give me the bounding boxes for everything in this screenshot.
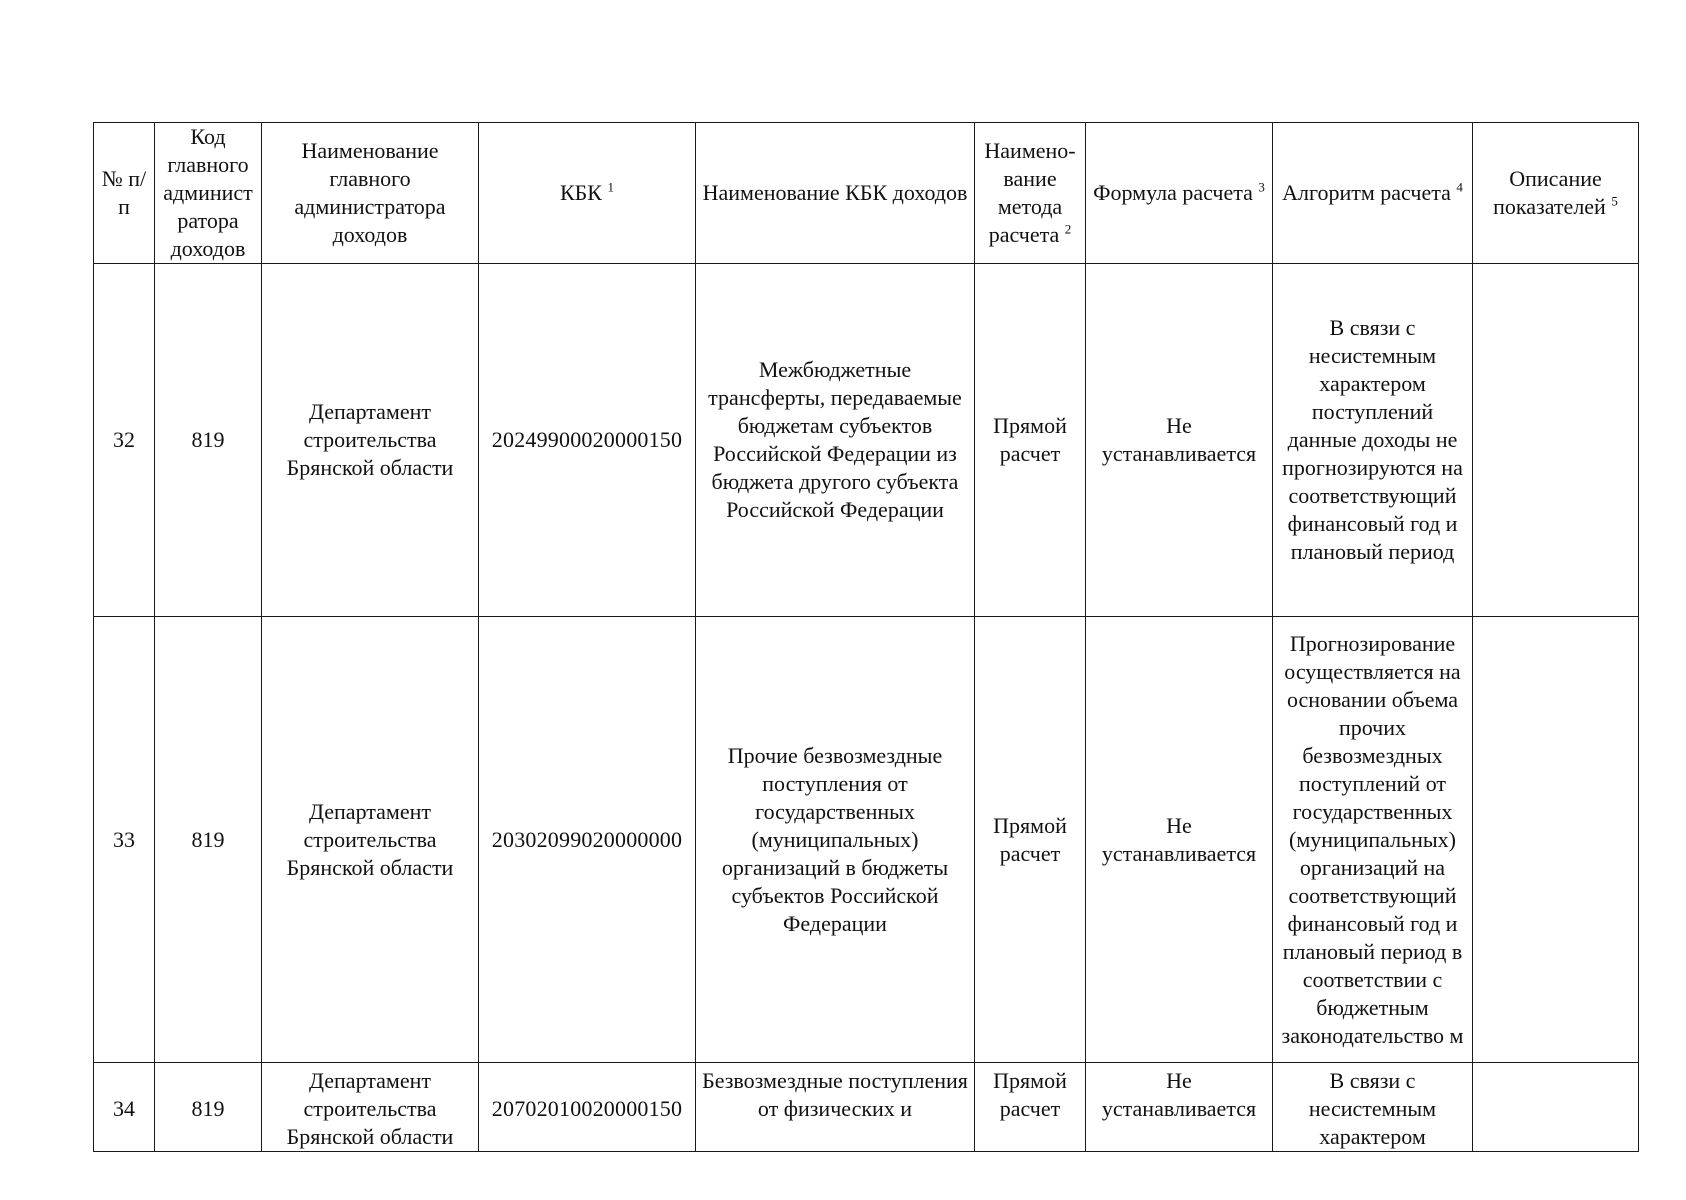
row-admin-code: 819 xyxy=(155,264,262,617)
table-row xyxy=(94,264,1639,617)
header-algorithm-label: Алгоритм расчета xyxy=(1282,180,1451,205)
row-number: 32 xyxy=(94,264,155,617)
row-method: Прямой расчет xyxy=(975,1063,1086,1152)
header-number: № п/п xyxy=(94,123,155,264)
row-method: Прямой расчет xyxy=(975,264,1086,617)
row-formula: Не устанавливается xyxy=(1086,264,1273,617)
row-kbk: 20249900020000150 xyxy=(479,264,696,617)
row-algorithm: В связи с несистемным характером xyxy=(1273,1063,1473,1152)
header-admin-code: Код главного админист ратора доходов xyxy=(155,123,262,264)
row-number: 34 xyxy=(94,1063,155,1152)
header-kbk-label: КБК xyxy=(560,180,602,205)
header-kbk-footnote: 1 xyxy=(607,179,614,195)
table-row xyxy=(94,1063,1639,1152)
header-formula xyxy=(1086,123,1273,264)
row-kbk: 20702010020000150 xyxy=(479,1063,696,1152)
header-formula-footnote: 3 xyxy=(1258,179,1265,195)
header-description-footnote: 5 xyxy=(1611,193,1618,209)
row-description xyxy=(1473,617,1639,1063)
row-algorithm: В связи с несистемным характером поступлений данные доходы не прогнозируются на соответствующий финансовый год и плановый период xyxy=(1273,264,1473,617)
header-algorithm xyxy=(1273,123,1473,264)
header-description-label: Описание показателей xyxy=(1493,166,1606,219)
header-description xyxy=(1473,123,1639,264)
header-admin-name: Наименование главного администратора доходов xyxy=(262,123,479,264)
header-formula-label: Формула расчета xyxy=(1093,180,1253,205)
row-admin-name: Департамент строительства Брянской области xyxy=(262,264,479,617)
row-kbk: 20302099020000000 xyxy=(479,617,696,1063)
header-method xyxy=(975,123,1086,264)
row-formula: Не устанавливается xyxy=(1086,1063,1273,1152)
row-admin-name: Департамент строительства Брянской области xyxy=(262,1063,479,1152)
row-admin-name: Департамент строительства Брянской области xyxy=(262,617,479,1063)
row-kbk-name: Межбюджетные трансферты, передаваемые бюджетам субъектов Российской Федерации из бюджета другого субъекта Российской Федерации xyxy=(696,264,975,617)
header-algorithm-footnote: 4 xyxy=(1456,179,1463,195)
row-method: Прямой расчет xyxy=(975,617,1086,1063)
row-description xyxy=(1473,1063,1639,1152)
table-row xyxy=(94,617,1639,1063)
header-method-label: Наимено- вание метода расчета xyxy=(984,138,1076,247)
revenue-forecast-table xyxy=(93,122,1639,1152)
row-number: 33 xyxy=(94,617,155,1063)
header-kbk xyxy=(479,123,696,264)
row-kbk-name: Прочие безвозмездные поступления от государственных (муниципальных) организаций в бюджеты субъектов Российской Федерации xyxy=(696,617,975,1063)
header-method-footnote: 2 xyxy=(1064,221,1072,237)
row-admin-code: 819 xyxy=(155,1063,262,1152)
row-admin-code: 819 xyxy=(155,617,262,1063)
row-formula: Не устанавливается xyxy=(1086,617,1273,1063)
row-kbk-name: Безвозмездные поступления от физических и xyxy=(696,1063,975,1152)
table-header-row xyxy=(94,123,1639,264)
row-description xyxy=(1473,264,1639,617)
header-kbk-name: Наименование КБК доходов xyxy=(696,123,975,264)
row-algorithm: Прогнозирование осуществляется на основании объема прочих безвозмездных поступлений от государственных (муниципальных) организаций на соответствующий финансовый год и плановый период в соответствии с бюджетным законодательство м xyxy=(1273,617,1473,1063)
